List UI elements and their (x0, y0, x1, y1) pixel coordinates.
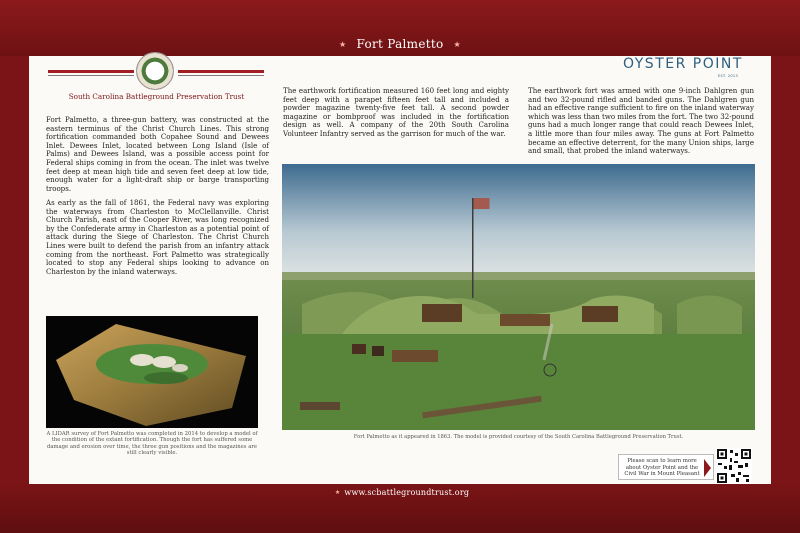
paragraph-intro: Fort Palmetto, a three-gun battery, was constructed at the eastern terminus of the Christ Church Lines. This strong fortification commanded both Copahee Sound and Dewees Inlet. Dewees Inlet, located between Long Island (Isle of Palms) and Dewees Island, was a possible access point for Federal ships coming in from the ocean. The inlet was twelve feet deep at mean high tide and seven feet deep at low tide, enough water for a light-draft ship or barge transporting troops. (46, 115, 269, 193)
brand-established: EST. 2013 (718, 74, 738, 78)
brand-name: OYSTER POINT (623, 56, 743, 72)
lidar-survey-image (46, 316, 258, 428)
page-title: Fort Palmetto (356, 37, 444, 51)
trust-name: South Carolina Battleground Preservation Trust (68, 92, 245, 101)
scan-text: Please scan to learn more about Oyster Point and the Civil War in Mount Pleasant (624, 458, 700, 478)
trust-seal-icon (136, 52, 174, 90)
qr-pattern (716, 448, 752, 484)
paragraph-earthwork: The earthwork fortification measured 160 feet long and eighty feet deep with a parapet fifteen feet tall and included a powder magazine twenty-five feet tall. A second powder magazine or bombproof was included in the fortification design as well. A company of the 20th South Carolina Volunteer Infantry served as the garrison for much of the war. (283, 86, 509, 138)
star-icon: ★ (453, 40, 461, 49)
star-icon: ★ (338, 40, 347, 49)
illustration-caption: Fort Palmetto as it appeared in 1863. The model is provided courtesy of the South Carolina Battleground Preservation Trust. (353, 434, 684, 440)
logo-ribbon-left (48, 70, 134, 73)
footer (0, 484, 800, 502)
paragraph-armament: The earthwork fort was armed with one 9-inch Dahlgren gun and two 32-pound rifled and banded guns. The Dahlgren gun had an effective range sufficient to fire on the inland waterway which was less than two miles from the fort. The two 32-pound guns had a much longer range that could reach Dewees Inlet, a little more than four miles away. The guns at Fort Palmetto became an effective deterrent, for the many Union ships, large and small, that probed the inland waterways. (528, 86, 754, 156)
website-link[interactable]: www.scbattlegroundtrust.org (344, 488, 470, 497)
lidar-caption: A LIDAR survey of Fort Palmetto was completed in 2014 to develop a model of the condition of the extant fortification. Though the fort has suffered some damage and erosion over time, the three gun positions and the magazines are still clearly visible. (46, 431, 258, 457)
paragraph-federal-navy: As early as the fall of 1861, the Federal navy was exploring the waterways from Charleston to McClellanville. Christ Church Parish, east of the Cooper River, was long recognized by the Confederate army in Charleston as a potential point of attack during the Siege of Charleston. The Christ Church Lines were built to defend the parish from an infantry attack coming from the northeast. Fort Palmetto was strategically located to stop any Federal ships looking to advance on Charleston by the inland waterways. (46, 198, 269, 276)
fort-illustration (282, 164, 755, 430)
qr-code-icon[interactable] (716, 448, 752, 484)
star-icon: ★ (334, 489, 341, 496)
page-title-bar (0, 34, 800, 54)
trust-logo (44, 52, 269, 102)
lidar-render (46, 316, 258, 428)
right-arrow-icon (704, 459, 711, 477)
fort-scene (282, 164, 755, 430)
logo-ribbon-right (178, 70, 264, 73)
scan-prompt (618, 454, 714, 480)
oyster-point-logo (623, 56, 763, 82)
